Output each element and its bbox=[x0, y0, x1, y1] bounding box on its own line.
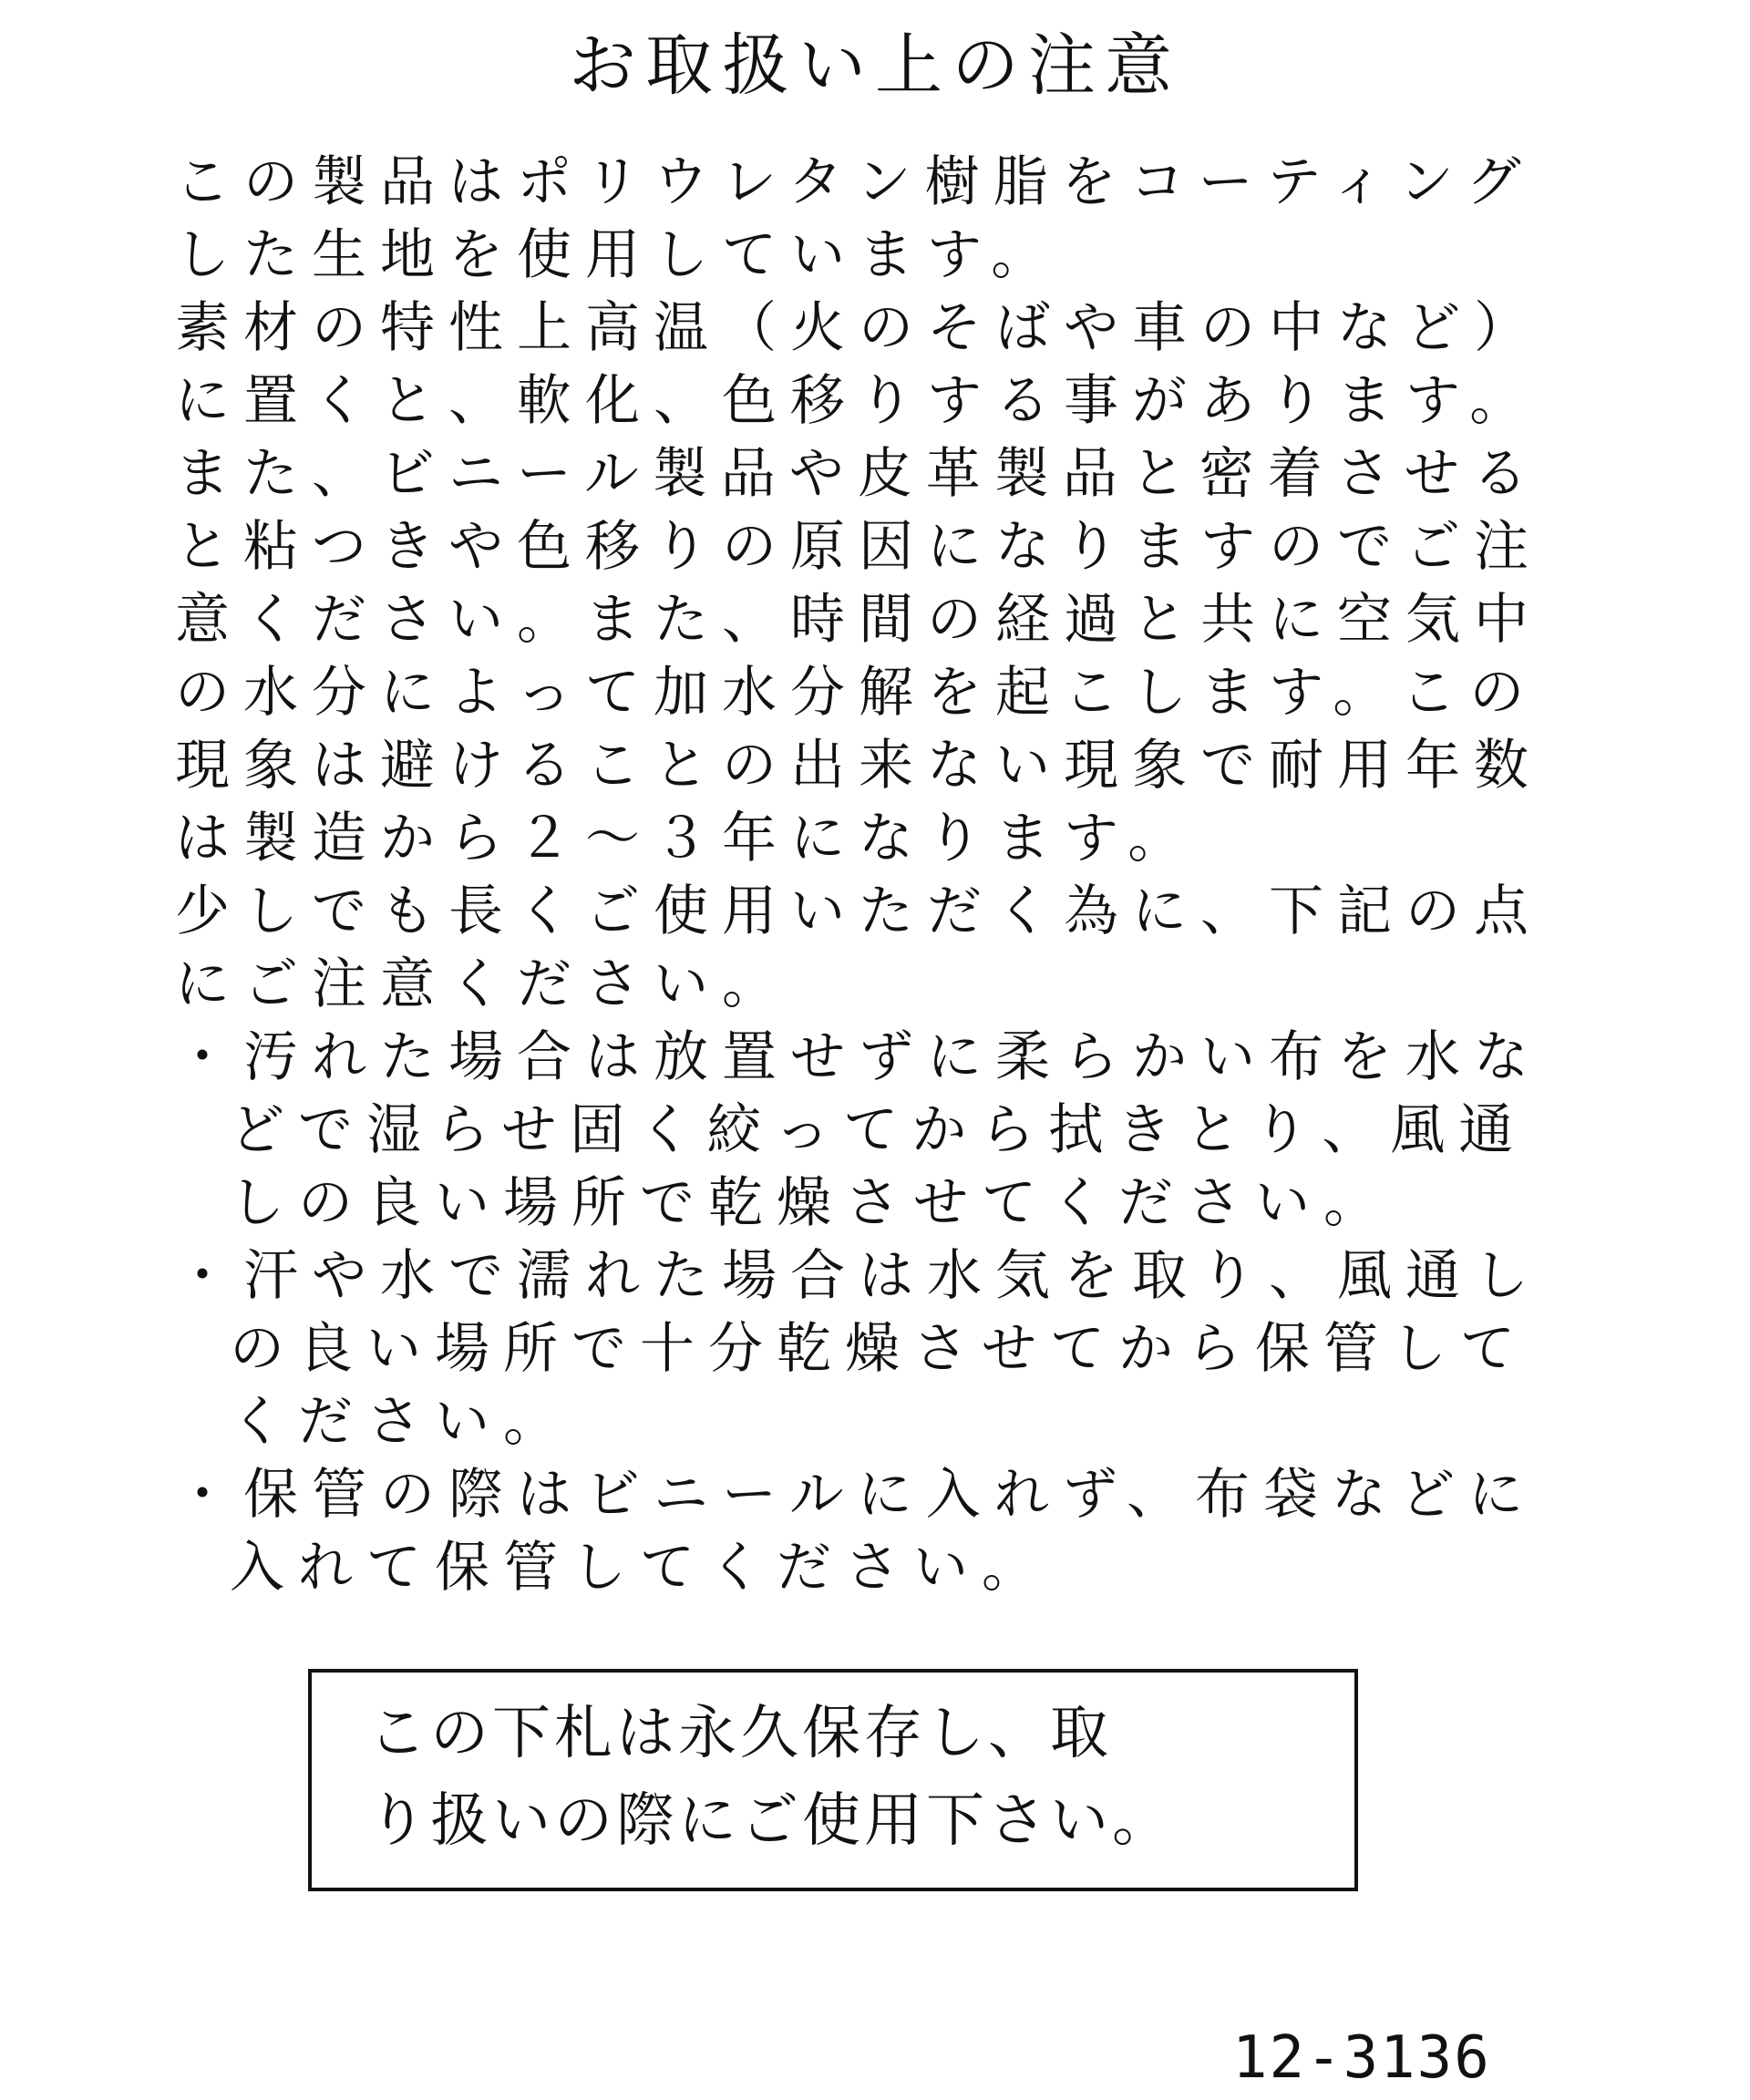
page-title: お取扱い上の注意 bbox=[569, 26, 1181, 105]
body-line: 少しでも長くご使用いただく為に、下記の点 bbox=[175, 880, 1542, 943]
body-line: の水分によって加水分解を起こします。この bbox=[175, 661, 1539, 725]
body-line: 意ください。また、時間の経過と共に空気中 bbox=[175, 588, 1542, 652]
bullet-item-first-line: ・汚れた場合は放置せずに柔らかい布を水な bbox=[175, 1025, 1542, 1089]
bullet-item-line: しの良い場所で乾燥させてください。 bbox=[230, 1171, 1392, 1235]
body-line: は製造から２～３年になります。 bbox=[175, 807, 1197, 870]
bullet-item-first-line: ・汗や水で濡れた場合は水気を取り、風通し bbox=[175, 1244, 1542, 1308]
body-line: 素材の特性上高温（火のそばや車の中など） bbox=[175, 296, 1542, 360]
bullet-item-line: の良い場所で十分乾燥させてから保管して bbox=[230, 1317, 1529, 1381]
care-instructions bbox=[175, 146, 1560, 1604]
body-line: また、ビニール製品や皮革製品と密着させる bbox=[175, 442, 1541, 506]
bullet-item-line: どで湿らせ固く絞ってから拭きとり、風通 bbox=[230, 1098, 1528, 1162]
bullet-item-first-line: ・保管の際はビニールに入れず、布袋などに bbox=[175, 1463, 1537, 1527]
preservation-notice-box bbox=[308, 1669, 1358, 1891]
body-line: に置くと、軟化、色移りする事があります。 bbox=[175, 369, 1539, 433]
body-line: この製品はポリウレタン樹脂をコーティング bbox=[175, 150, 1535, 214]
product-code: 12-3136 bbox=[1232, 2024, 1491, 2092]
notice-line: り扱いの際にご使用下さい。 bbox=[368, 1787, 1174, 1855]
body-line: した生地を使用しています。 bbox=[175, 223, 1060, 287]
notice-line: この下札は永久保存し、取 bbox=[368, 1700, 1112, 1767]
body-line: と粘つきや色移りの原因になりますのでご注 bbox=[175, 515, 1542, 579]
bullet-item-line: ください。 bbox=[230, 1390, 571, 1454]
body-line: 現象は避けることの出来ない現象で耐用年数 bbox=[175, 734, 1542, 798]
body-line: にご注意ください。 bbox=[175, 952, 790, 1016]
bullet-item-line: 入れて保管してください。 bbox=[230, 1536, 1050, 1600]
